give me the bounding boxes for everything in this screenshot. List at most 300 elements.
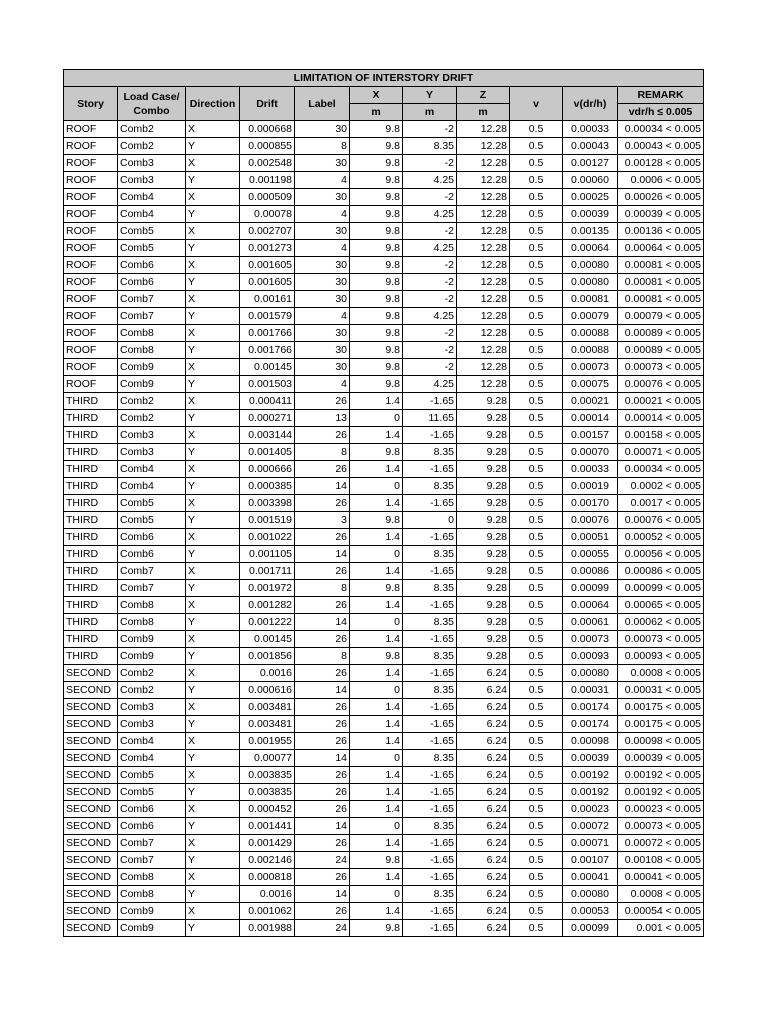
- cell-remark: 0.00073 < 0.005: [618, 631, 704, 648]
- cell-v: 0.5: [510, 597, 563, 614]
- cell-remark: 0.00175 < 0.005: [618, 699, 704, 716]
- cell-direction: Y: [186, 478, 240, 495]
- cell-story: SECOND: [64, 699, 118, 716]
- cell-remark: 0.00128 < 0.005: [618, 155, 704, 172]
- cell-vdrh: 0.00192: [563, 784, 618, 801]
- cell-x: 1.4: [350, 597, 403, 614]
- cell-vdrh: 0.00086: [563, 563, 618, 580]
- cell-vdrh: 0.00021: [563, 393, 618, 410]
- cell-label: 24: [295, 852, 350, 869]
- cell-drift: 0.001988: [240, 920, 295, 937]
- cell-vdrh: 0.00080: [563, 665, 618, 682]
- cell-direction: X: [186, 393, 240, 410]
- cell-v: 0.5: [510, 512, 563, 529]
- cell-x: 1.4: [350, 869, 403, 886]
- cell-x: 0: [350, 818, 403, 835]
- table-row: [64, 835, 704, 852]
- cell-z: 6.24: [457, 699, 510, 716]
- cell-y: 4.25: [403, 376, 457, 393]
- cell-story: ROOF: [64, 376, 118, 393]
- cell-y: 4.25: [403, 206, 457, 223]
- cell-remark: 0.0017 < 0.005: [618, 495, 704, 512]
- cell-vdrh: 0.00072: [563, 818, 618, 835]
- cell-direction: X: [186, 495, 240, 512]
- cell-v: 0.5: [510, 665, 563, 682]
- cell-remark: 0.00072 < 0.005: [618, 835, 704, 852]
- cell-remark: 0.00076 < 0.005: [618, 376, 704, 393]
- header-load-case: [118, 87, 186, 121]
- cell-label: 30: [295, 325, 350, 342]
- cell-vdrh: 0.00099: [563, 920, 618, 937]
- cell-label: 8: [295, 648, 350, 665]
- cell-remark: 0.0002 < 0.005: [618, 478, 704, 495]
- table-row: [64, 512, 704, 529]
- cell-z: 12.28: [457, 206, 510, 223]
- table-row: [64, 427, 704, 444]
- table-header: [64, 70, 704, 121]
- cell-x: 9.8: [350, 359, 403, 376]
- cell-v: 0.5: [510, 767, 563, 784]
- table-row: [64, 818, 704, 835]
- cell-y: 8.35: [403, 818, 457, 835]
- table-row: [64, 597, 704, 614]
- cell-vdrh: 0.00073: [563, 631, 618, 648]
- cell-remark: 0.00052 < 0.005: [618, 529, 704, 546]
- table-row: [64, 393, 704, 410]
- cell-v: 0.5: [510, 835, 563, 852]
- cell-remark: 0.00079 < 0.005: [618, 308, 704, 325]
- cell-z: 12.28: [457, 223, 510, 240]
- cell-y: -1.65: [403, 597, 457, 614]
- cell-remark: 0.00158 < 0.005: [618, 427, 704, 444]
- cell-y: -1.65: [403, 461, 457, 478]
- cell-direction: X: [186, 189, 240, 206]
- cell-v: 0.5: [510, 240, 563, 257]
- cell-v: 0.5: [510, 546, 563, 563]
- cell-story: ROOF: [64, 223, 118, 240]
- cell-load-case: Comb2: [118, 121, 186, 138]
- cell-vdrh: 0.00033: [563, 461, 618, 478]
- cell-y: 8.35: [403, 614, 457, 631]
- cell-vdrh: 0.00064: [563, 240, 618, 257]
- cell-drift: 0.001766: [240, 342, 295, 359]
- cell-story: ROOF: [64, 172, 118, 189]
- cell-direction: X: [186, 155, 240, 172]
- cell-direction: Y: [186, 580, 240, 597]
- cell-load-case: Comb6: [118, 818, 186, 835]
- table-row: [64, 852, 704, 869]
- cell-z: 9.28: [457, 393, 510, 410]
- cell-x: 1.4: [350, 393, 403, 410]
- cell-load-case: Comb4: [118, 478, 186, 495]
- cell-remark: 0.00081 < 0.005: [618, 257, 704, 274]
- cell-label: 3: [295, 512, 350, 529]
- cell-vdrh: 0.00080: [563, 274, 618, 291]
- table-row: [64, 342, 704, 359]
- cell-direction: X: [186, 529, 240, 546]
- cell-load-case: Comb8: [118, 869, 186, 886]
- cell-remark: 0.00071 < 0.005: [618, 444, 704, 461]
- cell-x: 1.4: [350, 665, 403, 682]
- cell-story: THIRD: [64, 597, 118, 614]
- cell-x: 1.4: [350, 733, 403, 750]
- table-row: [64, 580, 704, 597]
- table-row: [64, 767, 704, 784]
- cell-drift: 0.00145: [240, 359, 295, 376]
- cell-direction: X: [186, 257, 240, 274]
- cell-label: 30: [295, 121, 350, 138]
- cell-drift: 0.001222: [240, 614, 295, 631]
- cell-v: 0.5: [510, 410, 563, 427]
- cell-drift: 0.0016: [240, 886, 295, 903]
- table-row: [64, 478, 704, 495]
- cell-x: 1.4: [350, 529, 403, 546]
- cell-y: 8.35: [403, 138, 457, 155]
- cell-v: 0.5: [510, 461, 563, 478]
- cell-load-case: Comb7: [118, 308, 186, 325]
- cell-y: -2: [403, 291, 457, 308]
- cell-label: 30: [295, 342, 350, 359]
- cell-y: -1.65: [403, 665, 457, 682]
- cell-load-case: Comb2: [118, 682, 186, 699]
- cell-direction: X: [186, 631, 240, 648]
- cell-x: 9.8: [350, 308, 403, 325]
- table-row: [64, 206, 704, 223]
- cell-z: 9.28: [457, 512, 510, 529]
- cell-label: 14: [295, 818, 350, 835]
- cell-direction: Y: [186, 376, 240, 393]
- cell-v: 0.5: [510, 784, 563, 801]
- cell-y: -2: [403, 274, 457, 291]
- cell-remark: 0.00136 < 0.005: [618, 223, 704, 240]
- cell-drift: 0.001105: [240, 546, 295, 563]
- cell-x: 0: [350, 682, 403, 699]
- cell-y: 8.35: [403, 750, 457, 767]
- cell-direction: X: [186, 325, 240, 342]
- cell-y: -1.65: [403, 427, 457, 444]
- cell-direction: Y: [186, 682, 240, 699]
- cell-label: 26: [295, 716, 350, 733]
- cell-load-case: Comb9: [118, 648, 186, 665]
- cell-vdrh: 0.00014: [563, 410, 618, 427]
- cell-story: SECOND: [64, 818, 118, 835]
- cell-remark: 0.00043 < 0.005: [618, 138, 704, 155]
- cell-v: 0.5: [510, 121, 563, 138]
- cell-vdrh: 0.00073: [563, 359, 618, 376]
- cell-y: 8.35: [403, 886, 457, 903]
- cell-remark: 0.00089 < 0.005: [618, 342, 704, 359]
- cell-story: SECOND: [64, 665, 118, 682]
- cell-label: 30: [295, 257, 350, 274]
- cell-label: 26: [295, 393, 350, 410]
- cell-z: 12.28: [457, 155, 510, 172]
- cell-y: -1.65: [403, 631, 457, 648]
- cell-drift: 0.000818: [240, 869, 295, 886]
- cell-remark: 0.00099 < 0.005: [618, 580, 704, 597]
- cell-v: 0.5: [510, 580, 563, 597]
- cell-load-case: Comb2: [118, 138, 186, 155]
- cell-z: 9.28: [457, 495, 510, 512]
- cell-drift: 0.000411: [240, 393, 295, 410]
- cell-x: 9.8: [350, 342, 403, 359]
- cell-y: -1.65: [403, 784, 457, 801]
- cell-load-case: Comb9: [118, 631, 186, 648]
- cell-load-case: Comb8: [118, 342, 186, 359]
- cell-y: 4.25: [403, 308, 457, 325]
- cell-direction: X: [186, 359, 240, 376]
- cell-vdrh: 0.00055: [563, 546, 618, 563]
- cell-drift: 0.001429: [240, 835, 295, 852]
- cell-vdrh: 0.00051: [563, 529, 618, 546]
- cell-drift: 0.000616: [240, 682, 295, 699]
- cell-remark: 0.00076 < 0.005: [618, 512, 704, 529]
- cell-z: 9.28: [457, 478, 510, 495]
- cell-z: 6.24: [457, 716, 510, 733]
- drift-table: [63, 69, 704, 937]
- cell-y: -2: [403, 189, 457, 206]
- header-drift: Drift: [240, 87, 295, 121]
- cell-z: 9.28: [457, 529, 510, 546]
- cell-label: 30: [295, 274, 350, 291]
- cell-drift: 0.000385: [240, 478, 295, 495]
- cell-load-case: Comb5: [118, 767, 186, 784]
- cell-label: 8: [295, 580, 350, 597]
- cell-x: 9.8: [350, 223, 403, 240]
- cell-v: 0.5: [510, 359, 563, 376]
- cell-load-case: Comb5: [118, 240, 186, 257]
- cell-story: THIRD: [64, 427, 118, 444]
- cell-label: 26: [295, 835, 350, 852]
- cell-vdrh: 0.00060: [563, 172, 618, 189]
- cell-label: 26: [295, 563, 350, 580]
- cell-v: 0.5: [510, 427, 563, 444]
- cell-x: 9.8: [350, 325, 403, 342]
- table-row: [64, 801, 704, 818]
- cell-v: 0.5: [510, 750, 563, 767]
- cell-y: -1.65: [403, 529, 457, 546]
- cell-drift: 0.003481: [240, 699, 295, 716]
- cell-v: 0.5: [510, 223, 563, 240]
- cell-z: 6.24: [457, 869, 510, 886]
- cell-story: SECOND: [64, 903, 118, 920]
- cell-load-case: Comb2: [118, 665, 186, 682]
- cell-x: 1.4: [350, 427, 403, 444]
- cell-drift: 0.001062: [240, 903, 295, 920]
- cell-load-case: Comb6: [118, 529, 186, 546]
- cell-load-case: Comb9: [118, 376, 186, 393]
- cell-drift: 0.001856: [240, 648, 295, 665]
- cell-direction: Y: [186, 886, 240, 903]
- cell-drift: 0.001441: [240, 818, 295, 835]
- table-row: [64, 631, 704, 648]
- cell-x: 0: [350, 546, 403, 563]
- cell-load-case: Comb9: [118, 359, 186, 376]
- cell-direction: X: [186, 597, 240, 614]
- header-remark-limit: vdr/h ≤ 0.005: [618, 104, 704, 121]
- cell-story: SECOND: [64, 869, 118, 886]
- cell-remark: 0.00034 < 0.005: [618, 121, 704, 138]
- cell-z: 6.24: [457, 818, 510, 835]
- cell-remark: 0.00054 < 0.005: [618, 903, 704, 920]
- cell-label: 13: [295, 410, 350, 427]
- cell-label: 8: [295, 138, 350, 155]
- cell-drift: 0.003835: [240, 784, 295, 801]
- table-row: [64, 869, 704, 886]
- table-row: [64, 325, 704, 342]
- cell-remark: 0.00026 < 0.005: [618, 189, 704, 206]
- cell-story: ROOF: [64, 155, 118, 172]
- cell-drift: 0.001972: [240, 580, 295, 597]
- cell-z: 9.28: [457, 563, 510, 580]
- cell-story: ROOF: [64, 291, 118, 308]
- cell-x: 9.8: [350, 274, 403, 291]
- cell-z: 9.28: [457, 461, 510, 478]
- cell-vdrh: 0.00099: [563, 580, 618, 597]
- cell-z: 9.28: [457, 580, 510, 597]
- cell-x: 9.8: [350, 121, 403, 138]
- cell-story: SECOND: [64, 852, 118, 869]
- cell-remark: 0.00192 < 0.005: [618, 784, 704, 801]
- cell-load-case: Comb6: [118, 546, 186, 563]
- cell-story: THIRD: [64, 614, 118, 631]
- cell-v: 0.5: [510, 801, 563, 818]
- cell-direction: X: [186, 291, 240, 308]
- cell-remark: 0.00081 < 0.005: [618, 274, 704, 291]
- cell-story: THIRD: [64, 410, 118, 427]
- cell-label: 14: [295, 546, 350, 563]
- cell-label: 4: [295, 308, 350, 325]
- cell-direction: X: [186, 223, 240, 240]
- cell-load-case: Comb8: [118, 886, 186, 903]
- cell-z: 9.28: [457, 648, 510, 665]
- cell-story: SECOND: [64, 801, 118, 818]
- cell-y: -1.65: [403, 903, 457, 920]
- cell-load-case: Comb4: [118, 461, 186, 478]
- cell-label: 26: [295, 784, 350, 801]
- cell-v: 0.5: [510, 274, 563, 291]
- cell-y: -2: [403, 223, 457, 240]
- cell-v: 0.5: [510, 478, 563, 495]
- cell-drift: 0.000452: [240, 801, 295, 818]
- cell-vdrh: 0.00192: [563, 767, 618, 784]
- cell-y: 8.35: [403, 478, 457, 495]
- cell-v: 0.5: [510, 614, 563, 631]
- cell-load-case: Comb4: [118, 206, 186, 223]
- cell-vdrh: 0.00041: [563, 869, 618, 886]
- cell-remark: 0.00056 < 0.005: [618, 546, 704, 563]
- cell-z: 12.28: [457, 172, 510, 189]
- cell-story: THIRD: [64, 648, 118, 665]
- cell-x: 0: [350, 614, 403, 631]
- table-row: [64, 495, 704, 512]
- cell-direction: Y: [186, 920, 240, 937]
- table-row: [64, 563, 704, 580]
- cell-v: 0.5: [510, 869, 563, 886]
- cell-x: 9.8: [350, 444, 403, 461]
- cell-direction: Y: [186, 750, 240, 767]
- cell-y: -1.65: [403, 495, 457, 512]
- cell-remark: 0.00023 < 0.005: [618, 801, 704, 818]
- header-load-case-line2: Combo: [133, 104, 170, 117]
- cell-load-case: Comb4: [118, 189, 186, 206]
- cell-drift: 0.000855: [240, 138, 295, 155]
- cell-z: 6.24: [457, 750, 510, 767]
- cell-label: 26: [295, 903, 350, 920]
- cell-z: 12.28: [457, 325, 510, 342]
- cell-z: 12.28: [457, 359, 510, 376]
- table-row: [64, 257, 704, 274]
- cell-vdrh: 0.00039: [563, 206, 618, 223]
- cell-load-case: Comb6: [118, 274, 186, 291]
- cell-v: 0.5: [510, 189, 563, 206]
- cell-direction: Y: [186, 206, 240, 223]
- table-row: [64, 784, 704, 801]
- cell-x: 9.8: [350, 920, 403, 937]
- cell-label: 14: [295, 614, 350, 631]
- table-row: [64, 648, 704, 665]
- table-row: [64, 665, 704, 682]
- cell-y: -2: [403, 121, 457, 138]
- cell-x: 1.4: [350, 631, 403, 648]
- cell-remark: 0.00021 < 0.005: [618, 393, 704, 410]
- cell-drift: 0.000509: [240, 189, 295, 206]
- cell-x: 9.8: [350, 189, 403, 206]
- cell-drift: 0.003835: [240, 767, 295, 784]
- cell-x: 0: [350, 478, 403, 495]
- cell-label: 26: [295, 631, 350, 648]
- cell-remark: 0.00064 < 0.005: [618, 240, 704, 257]
- cell-story: ROOF: [64, 359, 118, 376]
- table-row: [64, 359, 704, 376]
- cell-x: 9.8: [350, 852, 403, 869]
- table-row: [64, 223, 704, 240]
- cell-z: 12.28: [457, 138, 510, 155]
- cell-remark: 0.00081 < 0.005: [618, 291, 704, 308]
- cell-y: 8.35: [403, 648, 457, 665]
- cell-v: 0.5: [510, 903, 563, 920]
- cell-drift: 0.00161: [240, 291, 295, 308]
- cell-v: 0.5: [510, 716, 563, 733]
- cell-vdrh: 0.00023: [563, 801, 618, 818]
- table-row: [64, 291, 704, 308]
- cell-drift: 0.00078: [240, 206, 295, 223]
- cell-label: 26: [295, 767, 350, 784]
- cell-z: 9.28: [457, 614, 510, 631]
- cell-y: 8.35: [403, 682, 457, 699]
- cell-x: 9.8: [350, 257, 403, 274]
- header-y: Y: [403, 87, 457, 104]
- cell-load-case: Comb7: [118, 291, 186, 308]
- cell-load-case: Comb3: [118, 427, 186, 444]
- cell-vdrh: 0.00070: [563, 444, 618, 461]
- cell-vdrh: 0.00039: [563, 750, 618, 767]
- cell-vdrh: 0.00075: [563, 376, 618, 393]
- cell-label: 4: [295, 206, 350, 223]
- cell-vdrh: 0.00043: [563, 138, 618, 155]
- cell-x: 1.4: [350, 835, 403, 852]
- header-direction: Direction: [186, 87, 240, 121]
- cell-direction: X: [186, 121, 240, 138]
- cell-v: 0.5: [510, 376, 563, 393]
- table-row: [64, 155, 704, 172]
- cell-load-case: Comb8: [118, 325, 186, 342]
- cell-v: 0.5: [510, 308, 563, 325]
- table-row: [64, 682, 704, 699]
- cell-x: 9.8: [350, 206, 403, 223]
- cell-y: 11.65: [403, 410, 457, 427]
- cell-v: 0.5: [510, 886, 563, 903]
- cell-story: ROOF: [64, 342, 118, 359]
